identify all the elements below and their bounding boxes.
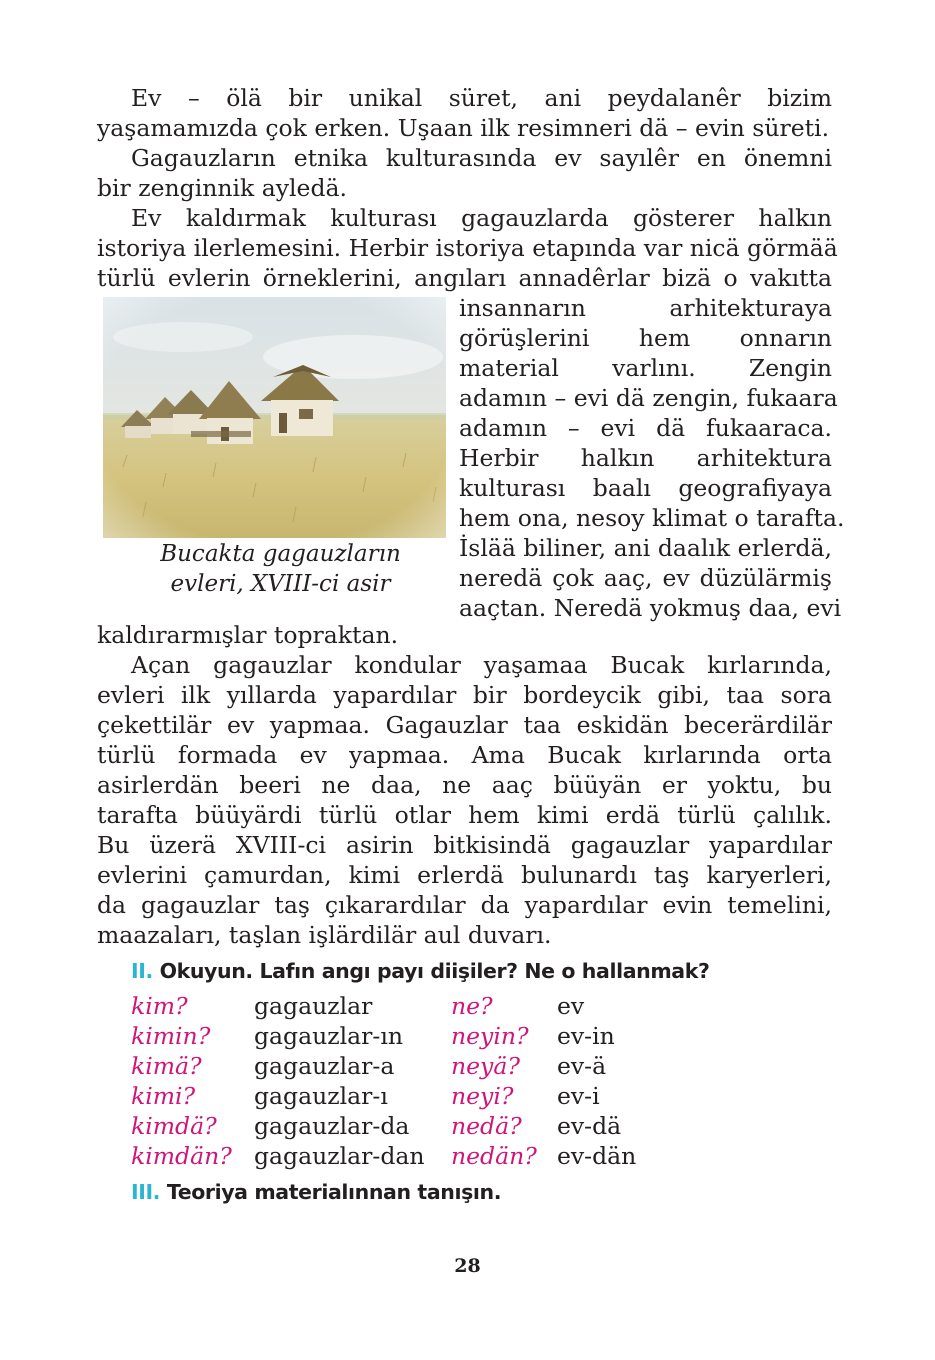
figure-caption-line2: evleri, XVIII-ci asir <box>170 571 391 597</box>
text-line: istoriya ilerlemesini. Herbir istoriya etapında var nicä görmää <box>97 234 838 262</box>
text-line: tarafta büüyärdi türlü otlar hem kimi erdä türlü çalılık. <box>97 801 832 829</box>
word-gagauzlar-form: gagauzlar-da <box>254 1112 410 1140</box>
task-2-heading <box>131 957 709 985</box>
text-line: kaldırarmışlar topraktan. <box>97 621 399 649</box>
case-row <box>0 1081 935 1111</box>
text-line: insannarın arhitekturaya <box>459 294 832 322</box>
text-line: yaşamamızda çok erken. Uşaan ilk resimneri dä – evin süreti. <box>97 114 830 142</box>
text-line: çekettilär ev yapmaa. Gagauzlar taa eskidän becerärdilär <box>97 711 832 739</box>
question-person: kimi? <box>131 1082 196 1110</box>
word-gagauzlar-form: gagauzlar-a <box>254 1052 395 1080</box>
word-ev-form: ev-ä <box>557 1052 607 1080</box>
steppe-houses-image <box>103 297 446 538</box>
question-person: kim? <box>131 992 188 1020</box>
question-thing: neyä? <box>451 1052 520 1080</box>
case-row <box>0 1141 935 1171</box>
word-gagauzlar-form: gagauzlar-ı <box>254 1082 388 1110</box>
text-line: bir zenginnik ayledä. <box>97 174 347 202</box>
word-ev-form: ev-i <box>557 1082 600 1110</box>
text-line: türlü formada ev yapmaa. Ama Bucak kırlarında orta <box>97 741 832 769</box>
word-ev-form: ev-in <box>557 1022 615 1050</box>
case-row <box>0 1051 935 1081</box>
text-line: adamın – evi dä zengin, fukaara <box>459 384 838 412</box>
question-thing: ne? <box>451 992 493 1020</box>
case-row <box>0 1021 935 1051</box>
text-line: evlerini çamurdan, kimi erlerdä bulunardı taş karyerleri, <box>97 861 832 889</box>
text-line: Ev – ölä bir unikal süret, ani peydalanêr bizim <box>131 84 832 112</box>
text-line: neredä çok aaç, ev düzülärmiş <box>459 564 832 592</box>
text-line: kulturası baalı geografiyaya <box>459 474 832 502</box>
page-number: 28 <box>454 1255 481 1277</box>
word-ev-form: ev <box>557 992 585 1020</box>
word-gagauzlar-form: gagauzlar-dan <box>254 1142 425 1170</box>
word-ev-form: ev-dän <box>557 1142 637 1170</box>
question-thing: nedä? <box>451 1112 522 1140</box>
task-3-text: Teoriya materialınnan tanışın. <box>166 1180 502 1204</box>
text-line: da gagauzlar taş çıkarardılar da yapardılar evin temelini, <box>97 891 832 919</box>
word-gagauzlar-form: gagauzlar-ın <box>254 1022 403 1050</box>
question-thing: nedän? <box>451 1142 537 1170</box>
text-line: Ev kaldırmak kulturası gagauzlarda gösterer halkın <box>131 204 832 232</box>
text-line: maazaları, taşlan işlärdilär aul duvarı. <box>97 921 552 949</box>
task-2-number: II. <box>131 959 153 983</box>
question-thing: neyi? <box>451 1082 514 1110</box>
question-person: kimin? <box>131 1022 211 1050</box>
text-line: material varlını. Zengin <box>459 354 832 382</box>
text-line: aaçtan. Neredä yokmuş daa, evi <box>459 594 842 622</box>
figure-caption-line1: Bucakta gagauzların <box>160 541 401 567</box>
task-3-heading <box>131 1178 501 1206</box>
word-ev-form: ev-dä <box>557 1112 622 1140</box>
text-line: Gagauzların etnika kulturasında ev sayılêr en önemni <box>131 144 832 172</box>
text-line: türlü evlerin örneklerini, angıları annadêrlar bizä o vakıtta <box>97 264 832 292</box>
text-line: evleri ilk yıllarda yapardılar bir bordeycik gibi, taa sora <box>97 681 832 709</box>
task-2-text: Okuyun. Lafın angı payı diişiler? Ne o hallanmak? <box>159 959 710 983</box>
case-row <box>0 1111 935 1141</box>
text-line: asirlerdän beeri ne daa, ne aaç büüyän er yoktu, bu <box>97 771 832 799</box>
text-line: Bu üzerä XVIII-ci asirin bitkisindä gagauzlar yapardılar <box>97 831 832 859</box>
text-line: adamın – evi dä fukaaraca. <box>459 414 832 442</box>
illustration-thatched-houses <box>103 297 446 538</box>
text-line: hem ona, nesoy klimat o tarafta. <box>459 504 845 532</box>
case-row <box>0 991 935 1021</box>
question-person: kimdän? <box>131 1142 232 1170</box>
question-person: kimä? <box>131 1052 202 1080</box>
question-person: kimdä? <box>131 1112 217 1140</box>
text-line: görüşlerini hem onnarın <box>459 324 832 352</box>
task-3-number: III. <box>131 1180 161 1204</box>
word-gagauzlar-form: gagauzlar <box>254 992 373 1020</box>
text-line: Açan gagauzlar kondular yaşamaa Bucak kırlarında, <box>131 651 832 679</box>
question-thing: neyin? <box>451 1022 529 1050</box>
text-line: İslää biliner, ani daalık erlerdä, <box>459 534 832 562</box>
text-line: Herbir halkın arhitektura <box>459 444 832 472</box>
